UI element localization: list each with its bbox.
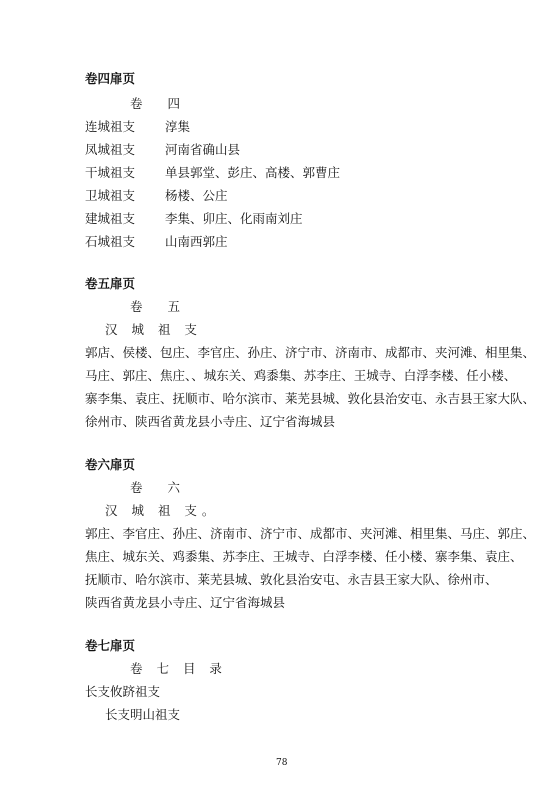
contents-entry: 长支攸跻祖支 [85, 684, 161, 699]
branch-name: 连城祖支 [85, 119, 136, 134]
volume-title: 卷 四 [130, 96, 181, 111]
volume-title: 卷 五 [130, 299, 181, 314]
branch-location: 杨楼、公庄 [165, 188, 228, 203]
page-number: 78 [276, 758, 288, 768]
branch-location: 河南省确山县 [165, 142, 241, 157]
branch-location: 淳集 [165, 119, 191, 134]
place-list-line: 抚顺市、哈尔滨市、莱芜县城、敦化县治安屯、永吉县王家大队、徐州市、 [85, 572, 498, 587]
place-list-line: 焦庄、城东关、鸡黍集、苏李庄、王城寺、白浮李楼、任小楼、寨李集、袁庄、 [85, 549, 523, 564]
section-heading: 卷六扉页 [85, 457, 136, 472]
place-list-line: 郭庄、李官庄、孙庄、济南市、济宁市、成都市、夹河滩、相里集、马庄、郭庄、 [85, 526, 536, 541]
section-heading: 卷七扉页 [85, 638, 136, 653]
volume-title: 卷 六 [130, 480, 181, 495]
volume-title: 卷 七 目 录 [130, 661, 227, 676]
volume-subtitle: 汉 城 祖 支。 [105, 503, 220, 518]
branch-name: 石城祖支 [85, 234, 136, 249]
place-list-line: 徐州市、陕西省黄龙县小寺庄、辽宁省海城县 [85, 414, 336, 429]
volume-subtitle: 汉 城 祖 支 [105, 322, 202, 337]
section-heading: 卷四扉页 [85, 71, 136, 86]
branch-location: 单县郭堂、彭庄、高楼、郭曹庄 [165, 165, 341, 180]
branch-name: 干城祖支 [85, 165, 136, 180]
contents-entry: 长支明山祖支 [105, 707, 181, 722]
branch-name: 凤城祖支 [85, 142, 136, 157]
place-list-line: 寨李集、袁庄、抚顺市、哈尔滨市、莱芜县城、敦化县治安屯、永吉县王家大队、 [85, 391, 536, 406]
section-heading: 卷五扉页 [85, 276, 136, 291]
branch-name: 卫城祖支 [85, 188, 136, 203]
place-list-line: 陕西省黄龙县小寺庄、辽宁省海城县 [85, 595, 286, 610]
branch-name: 建城祖支 [85, 211, 136, 226]
branch-location: 李集、卯庄、化雨南刘庄 [165, 211, 303, 226]
place-list-line: 郭店、侯楼、包庄、李官庄、孙庄、济宁市、济南市、成都市、夹河滩、相里集、 [85, 345, 536, 360]
branch-location: 山南西郭庄 [165, 234, 228, 249]
place-list-line: 马庄、郭庄、焦庄、、城东关、鸡黍集、苏李庄、王城寺、白浮李楼、任小楼、 [85, 368, 517, 383]
